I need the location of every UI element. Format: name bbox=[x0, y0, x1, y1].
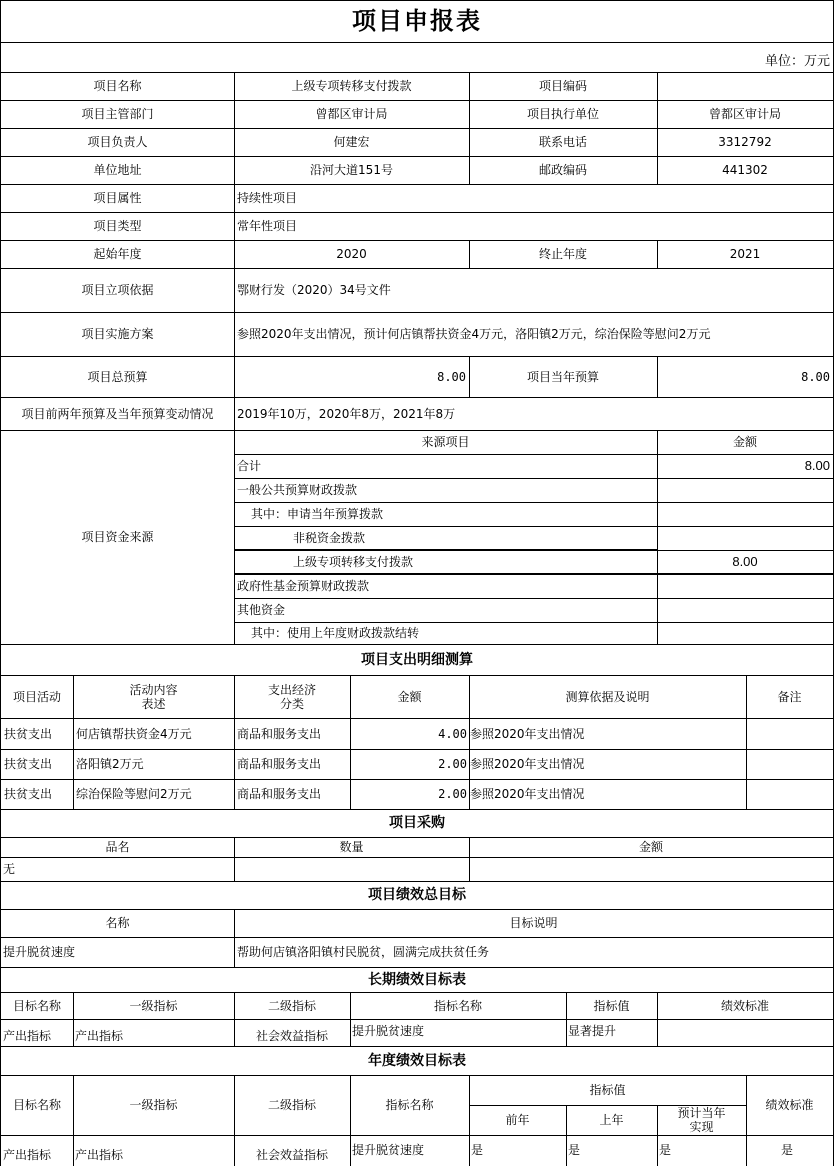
long-term-col-goal: 目标名称 bbox=[12, 998, 61, 1013]
hline bbox=[234, 502, 834, 503]
annual-col-current bbox=[657, 1105, 746, 1135]
funding-row-current-year-amount bbox=[657, 502, 833, 526]
address-label: 单位地址 bbox=[93, 163, 142, 177]
expense-col-econ bbox=[234, 675, 350, 718]
funding-row-nontax-amount bbox=[657, 526, 833, 550]
vline bbox=[73, 675, 74, 809]
vline bbox=[469, 356, 470, 397]
annual-row-l2: 社会效益指标 bbox=[255, 1147, 328, 1162]
hline bbox=[0, 809, 834, 810]
vline bbox=[73, 1075, 74, 1166]
hline bbox=[0, 718, 834, 719]
overall-goal-col-desc: 目标说明 bbox=[509, 916, 558, 930]
expense-row-activity: 扶贫支出 bbox=[4, 787, 53, 801]
phone-label: 联系电话 bbox=[538, 135, 587, 149]
expense-row-amount: 2.00 bbox=[438, 787, 467, 801]
hline bbox=[234, 598, 834, 599]
vline bbox=[350, 675, 351, 809]
funding-row-other-amount bbox=[657, 598, 833, 622]
funding-row-current-year: 其中：申请当年预算拨款 bbox=[251, 507, 384, 521]
vline bbox=[657, 72, 658, 184]
long-term-col-l1: 一级指标 bbox=[129, 998, 178, 1013]
vline bbox=[350, 1075, 351, 1166]
hline bbox=[0, 430, 834, 431]
expense-heading: 项目支出明细测算 bbox=[361, 651, 473, 668]
vline bbox=[469, 1075, 470, 1166]
total-budget-label: 项目总预算 bbox=[87, 369, 148, 384]
vline bbox=[234, 675, 235, 809]
hline bbox=[0, 42, 834, 43]
funding-row-transfer: 上级专项转移支付拨款 bbox=[293, 555, 414, 569]
project-code-value bbox=[657, 72, 833, 100]
expense-row-activity: 扶贫支出 bbox=[4, 757, 53, 771]
expense-row-activity: 扶贫支出 bbox=[4, 726, 53, 741]
hline bbox=[0, 1046, 834, 1047]
start-year-value: 2020 bbox=[336, 247, 367, 261]
project-name-label: 项目名称 bbox=[93, 79, 142, 93]
year-budget-value: 8.00 bbox=[801, 369, 830, 384]
hline bbox=[0, 909, 834, 910]
overall-goal-heading: 项目绩效总目标 bbox=[368, 887, 466, 903]
hline bbox=[0, 212, 834, 213]
annual-row-l1: 产出指标 bbox=[75, 1147, 124, 1162]
vline bbox=[469, 72, 470, 184]
hline bbox=[0, 240, 834, 241]
annual-col-val: 指标值 bbox=[589, 1083, 626, 1097]
annual-row-current: 是 bbox=[659, 1142, 672, 1157]
expense-row-amount: 4.00 bbox=[438, 726, 467, 741]
long-term-row-val: 显著提升 bbox=[568, 1023, 617, 1038]
vline bbox=[566, 992, 567, 1046]
hline bbox=[0, 268, 834, 269]
expense-row-note bbox=[746, 779, 833, 809]
attr-value: 持续性项目 bbox=[237, 191, 298, 205]
annual-col-current-line1: 预计当年 bbox=[677, 1106, 726, 1120]
expense-row-basis: 参照2020年支出情况 bbox=[470, 787, 585, 801]
long-term-col-l2: 二级指标 bbox=[267, 998, 316, 1013]
annual-col-ind: 指标名称 bbox=[385, 1098, 434, 1112]
expense-row-econ: 商品和服务支出 bbox=[237, 757, 322, 771]
hline bbox=[469, 1105, 746, 1106]
procurement-col-qty: 数量 bbox=[339, 840, 364, 854]
long-term-row-ind: 提升脱贫速度 bbox=[352, 1023, 425, 1038]
hline bbox=[234, 454, 834, 455]
overall-goal-row-desc: 帮助何店镇洛阳镇村民脱贫，圆满完成扶贫任务 bbox=[237, 945, 490, 959]
end-year-value: 2021 bbox=[729, 247, 761, 261]
vline bbox=[657, 992, 658, 1046]
funding-row-total-amount: 8.00 bbox=[804, 458, 830, 473]
unit-label: 单位：万元 bbox=[764, 54, 830, 69]
expense-row-note bbox=[746, 718, 833, 749]
hline bbox=[657, 550, 834, 551]
border-top bbox=[0, 0, 834, 1]
procurement-row-qty bbox=[234, 857, 469, 881]
long-term-row-l1: 产出指标 bbox=[75, 1028, 124, 1043]
postcode-value: 441302 bbox=[722, 163, 768, 177]
hline bbox=[0, 675, 834, 676]
vline bbox=[234, 837, 235, 881]
funding-row-carryover: 其中：使用上年度财政拨款结转 bbox=[251, 626, 420, 640]
expense-row-amount: 2.00 bbox=[438, 757, 467, 771]
funding-label: 项目资金来源 bbox=[81, 530, 154, 544]
procurement-heading: 项目采购 bbox=[389, 815, 445, 831]
annual-col-std: 绩效标准 bbox=[765, 1098, 814, 1112]
overall-goal-col-name: 名称 bbox=[105, 916, 130, 930]
funding-row-carryover-amount bbox=[657, 622, 833, 644]
procurement-row-amount bbox=[469, 857, 833, 881]
vline bbox=[234, 909, 235, 967]
form-title: 项目申报表 bbox=[352, 7, 482, 35]
expense-col-content-line2: 表述 bbox=[141, 696, 166, 711]
vline bbox=[657, 240, 658, 268]
plan-label: 项目实施方案 bbox=[81, 327, 154, 341]
hline bbox=[0, 644, 834, 645]
expense-row-note bbox=[746, 749, 833, 779]
annual-col-prev2: 前年 bbox=[505, 1113, 530, 1127]
hline bbox=[0, 184, 834, 185]
funding-row-gov-fund-amount bbox=[657, 574, 833, 598]
address-value: 沿河大道151号 bbox=[310, 163, 393, 177]
hline bbox=[0, 128, 834, 129]
procurement-col-amount: 金额 bbox=[638, 840, 663, 854]
budget-change-label: 项目前两年预算及当年预算变动情况 bbox=[21, 406, 214, 421]
expense-col-content-line1: 活动内容 bbox=[129, 682, 178, 697]
hline bbox=[0, 72, 834, 73]
hline bbox=[0, 992, 834, 993]
annual-col-prev1: 上年 bbox=[599, 1113, 624, 1127]
dept-label: 项目主管部门 bbox=[81, 107, 154, 121]
type-value: 常年性项目 bbox=[237, 219, 298, 233]
expense-row-content: 洛阳镇2万元 bbox=[76, 757, 144, 771]
type-label: 项目类型 bbox=[93, 219, 142, 233]
annual-row-prev2: 是 bbox=[471, 1142, 484, 1157]
vline bbox=[657, 1105, 658, 1166]
annual-row-ind: 提升脱贫速度 bbox=[352, 1142, 425, 1157]
attr-label: 项目属性 bbox=[93, 191, 142, 205]
hline bbox=[234, 573, 834, 575]
hline bbox=[234, 622, 834, 623]
hline bbox=[0, 397, 834, 398]
funding-row-general: 一般公共预算财政拨款 bbox=[237, 483, 358, 497]
hline bbox=[0, 1019, 834, 1020]
dept-value: 曾都区审计局 bbox=[315, 107, 388, 121]
hline bbox=[0, 100, 834, 101]
hline bbox=[0, 937, 834, 938]
expense-col-activity: 项目活动 bbox=[12, 689, 61, 704]
long-term-row-std bbox=[657, 1019, 833, 1046]
funding-row-general-amount bbox=[657, 478, 833, 502]
phone-value: 3312792 bbox=[718, 135, 772, 149]
hline bbox=[0, 967, 834, 968]
exec-unit-value: 曾都区审计局 bbox=[708, 107, 781, 121]
funding-row-nontax: 非税资金拨款 bbox=[293, 531, 366, 545]
annual-col-goal: 目标名称 bbox=[12, 1098, 61, 1112]
long-term-col-ind: 指标名称 bbox=[433, 998, 482, 1013]
hline bbox=[0, 749, 834, 750]
annual-row-prev1: 是 bbox=[568, 1142, 581, 1157]
overall-goal-row-name: 提升脱贫速度 bbox=[3, 945, 76, 959]
hline bbox=[0, 312, 834, 313]
funding-row-total: 合计 bbox=[237, 459, 262, 473]
procurement-row-name: 无 bbox=[3, 862, 16, 876]
long-term-col-val: 指标值 bbox=[593, 998, 630, 1013]
vline bbox=[657, 356, 658, 397]
expense-row-econ: 商品和服务支出 bbox=[237, 726, 322, 741]
expense-col-econ-line2: 分类 bbox=[279, 696, 304, 711]
annual-col-l1: 一级指标 bbox=[129, 1098, 178, 1112]
hline bbox=[234, 526, 834, 527]
hline bbox=[0, 156, 834, 157]
vline bbox=[746, 1075, 747, 1166]
funding-col-amount: 金额 bbox=[732, 435, 757, 449]
basis-value: 鄂财行发（2020）34号文件 bbox=[237, 283, 391, 297]
hline bbox=[0, 857, 834, 858]
hline bbox=[0, 779, 834, 780]
expense-col-econ-line1: 支出经济 bbox=[267, 682, 316, 697]
vline bbox=[73, 992, 74, 1046]
vline bbox=[469, 240, 470, 268]
year-budget-label: 项目当年预算 bbox=[526, 369, 599, 384]
funding-row-gov-fund: 政府性基金预算财政拨款 bbox=[237, 579, 370, 593]
procurement-col-name: 品名 bbox=[105, 840, 130, 854]
postcode-label: 邮政编码 bbox=[538, 163, 587, 177]
vline bbox=[234, 992, 235, 1046]
long-term-heading: 长期绩效目标表 bbox=[368, 971, 466, 988]
funding-row-other: 其他资金 bbox=[237, 603, 286, 617]
project-code-label: 项目编码 bbox=[538, 79, 587, 93]
owner-value: 何建宏 bbox=[333, 135, 370, 149]
plan-value: 参照2020年支出情况，预计何店镇帮扶资金4万元，洛阳镇2万元，综治保险等慰问2万元 bbox=[237, 327, 711, 341]
budget-change-value: 2019年10万，2020年8万，2021年8万 bbox=[237, 406, 456, 421]
funding-col-source: 来源项目 bbox=[421, 435, 470, 449]
expense-row-econ: 商品和服务支出 bbox=[237, 787, 322, 801]
vline bbox=[469, 837, 470, 881]
hline bbox=[0, 1135, 834, 1136]
expense-col-amount: 金额 bbox=[397, 689, 422, 704]
expense-col-basis: 测算依据及说明 bbox=[565, 689, 650, 704]
hline bbox=[0, 1075, 834, 1076]
vline bbox=[566, 1105, 567, 1166]
long-term-row-goal: 产出指标 bbox=[3, 1028, 52, 1043]
project-name-value: 上级专项转移支付拨款 bbox=[291, 79, 412, 93]
owner-label: 项目负责人 bbox=[87, 135, 148, 149]
hline bbox=[234, 549, 657, 551]
vline bbox=[746, 675, 747, 809]
vline bbox=[657, 430, 658, 644]
expense-row-basis: 参照2020年支出情况 bbox=[470, 726, 585, 741]
long-term-col-std: 绩效标准 bbox=[720, 998, 769, 1013]
annual-col-current-line2: 实现 bbox=[689, 1120, 714, 1134]
annual-heading: 年度绩效目标表 bbox=[368, 1052, 466, 1069]
long-term-row-l2: 社会效益指标 bbox=[255, 1028, 328, 1043]
end-year-label: 终止年度 bbox=[538, 247, 587, 261]
vline bbox=[234, 1075, 235, 1166]
exec-unit-label: 项目执行单位 bbox=[526, 107, 599, 121]
annual-col-l2: 二级指标 bbox=[267, 1098, 316, 1112]
hline bbox=[234, 478, 834, 479]
hline bbox=[0, 356, 834, 357]
start-year-label: 起始年度 bbox=[93, 247, 142, 261]
annual-row-goal: 产出指标 bbox=[3, 1147, 52, 1162]
hline bbox=[0, 837, 834, 838]
expense-row-content: 何店镇帮扶资金4万元 bbox=[76, 726, 192, 741]
basis-label: 项目立项依据 bbox=[81, 283, 154, 297]
total-budget-value: 8.00 bbox=[437, 369, 466, 384]
hline bbox=[0, 881, 834, 882]
annual-row-std: 是 bbox=[780, 1142, 793, 1157]
expense-col-note: 备注 bbox=[777, 689, 802, 704]
vline bbox=[469, 675, 470, 809]
expense-row-content: 综治保险等慰问2万元 bbox=[76, 787, 192, 801]
vline bbox=[350, 992, 351, 1046]
funding-row-transfer-amount: 8.00 bbox=[732, 554, 758, 569]
expense-row-basis: 参照2020年支出情况 bbox=[470, 757, 585, 771]
vline bbox=[234, 72, 235, 644]
expense-col-content bbox=[73, 675, 234, 718]
